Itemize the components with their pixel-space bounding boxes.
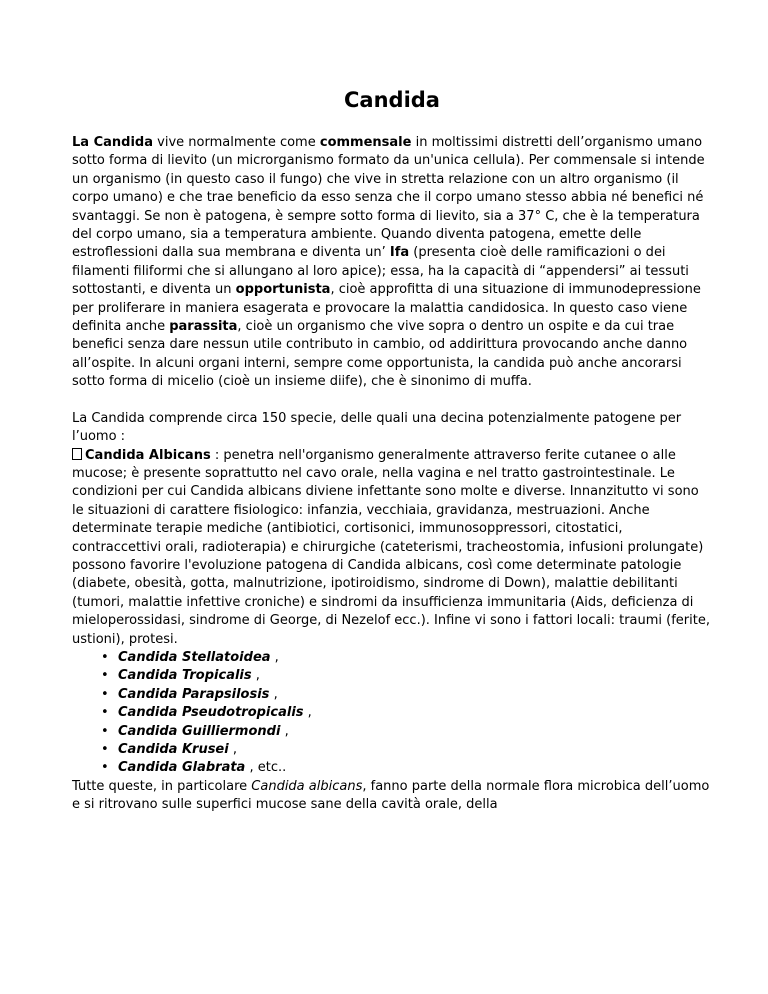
species-genus: Candida [118, 686, 178, 702]
species-name: Guilliermondi [181, 723, 281, 739]
species-name: Pseudotropicalis [181, 705, 304, 721]
species-genus: Candida [118, 723, 178, 739]
bullet-icon: • [101, 760, 109, 776]
species-name: Parapsilosis [181, 686, 270, 702]
term-parassita: parassita [169, 319, 238, 335]
species-genus: Candida [118, 649, 178, 665]
list-item [101, 723, 712, 741]
text-run: (presenta cioè delle ramificazioni o dei filamenti filiformi che si allungano al loro apice); essa, ha la capacità di “appendersi” ai tessuti sottostanti, e diventa un [72, 245, 689, 298]
list-item [101, 704, 712, 722]
paragraph-gap [72, 392, 712, 410]
bullet-icon: • [101, 723, 109, 739]
term-candida-albicans-italic: Candida albicans [251, 778, 363, 794]
bullet-icon: • [101, 705, 109, 721]
paragraph-species-intro: La Candida comprende circa 150 specie, delle quali una decina potenzialmente patogene per l’uomo : [72, 410, 682, 445]
page-title: Candida [344, 88, 440, 112]
species-list [72, 649, 712, 778]
species-genus: Candida [118, 742, 178, 757]
species-genus: Candida [118, 705, 178, 721]
text-run: : penetra nell'organismo generalmente attraverso ferite cutanee o alle mucose; è presente soprattutto nel cavo orale, nella vagina e nel tratto gastrointestinale. Le condizioni per cui Candida albicans diviene infettante sono molte e diverse. Innanzitutto vi sono le situazioni di carattere fisiologico: infanzia, vecchiaia, gravidanza, mestruazioni. Anche determinate terapie mediche (antibiotici, cortisonici, immunosoppressori, citostatici, contraccettivi orali, radioterapia) e chirurgiche (cateterismi, tracheostomia, infusioni prolungate) possono favorire l'evoluzione patogena di Candida albicans, così come determinate patologie (diabete, obesità, gotta, malnutrizione, ipotiroidismo, sindrome di Down), malattie debilitanti (tumori, malattie infettive croniche) e sindromi da insufficienza immunitaria (Aids, deficienza di mieloperossidasi, sindrome di George, di Nezelof ecc.). Infine vi sono i fattori locali: traumi (ferite, ustioni), protesi. [72, 447, 710, 647]
text-run: Tutte queste, in particolare [72, 778, 252, 794]
list-item [101, 667, 712, 685]
text-run: , fanno parte della normale flora microbica dell’uomo e si ritrovano sulle superfici mucose sane della cavità orale, della [72, 778, 710, 813]
term-candida-albicans: Candida Albicans [85, 447, 211, 463]
text-run: , cioè approfitta di una situazione di immunodepressione per proliferare in maniera esagerata e provocare la malattia candidosica. In questo caso viene definita anche [72, 282, 701, 335]
text-run: in moltissimi distretti dell’organismo umano sotto forma di lievito (un microrganismo formato da un'unica cellula). Per commensale si intende un organismo (in questo caso il fungo) che vive in stretta relazione con un altro organismo (il corpo umano) e che trae beneficio da esso senza che il corpo umano stesso abbia né benefici né svantaggi. Se non è patogena, è sempre sotto forma di lievito, sia a 37° C, che è la temperatura del corpo umano, sia a temperatura ambiente. Quando diventa patogena, emette delle estroflessioni dalla sua membrana e diventa un’ [72, 135, 705, 261]
text-run: La [72, 135, 94, 150]
document-page [72, 86, 712, 815]
list-item [101, 649, 712, 667]
paragraph-albicans [72, 447, 712, 649]
species-suffix: , [228, 742, 237, 757]
term-ifa: Ifa [389, 245, 410, 261]
species-name: Glabrata [181, 760, 246, 776]
species-name: Tropicalis [181, 668, 252, 684]
term-candida: Candida [93, 135, 154, 150]
species-suffix: , [303, 705, 312, 721]
species-name: Krusei [181, 742, 229, 757]
text-run: vive normalmente come [153, 135, 320, 150]
species-name: Stellatoidea [181, 649, 271, 665]
species-genus: Candida [118, 668, 178, 684]
term-commensale: commensale [319, 135, 412, 150]
list-item [101, 759, 712, 777]
species-suffix: , [270, 649, 279, 665]
species-suffix: , etc.. [245, 760, 287, 776]
species-suffix: , [269, 686, 278, 702]
paragraph-intro [72, 134, 712, 392]
bullet-icon: • [101, 742, 109, 757]
bullet-icon: • [101, 649, 109, 665]
species-suffix: , [251, 668, 260, 684]
species-genus: Candida [118, 760, 178, 776]
species-suffix: , [280, 723, 289, 739]
list-item [101, 686, 712, 704]
bullet-icon: • [101, 668, 109, 684]
list-item [101, 741, 712, 759]
paragraph-flora [72, 778, 712, 815]
bullet-icon: • [101, 686, 109, 702]
term-opportunista: opportunista [235, 282, 331, 298]
text-run: , cioè un organismo che vive sopra o dentro un ospite e da cui trae benefici senza dare nessun utile contributo in cambio, od addirittura provocando anche danno all’ospite. In alcuni organi interni, sempre come opportunista, la candida può anche ancorarsi sotto forma di micelio (cioè un insieme diife), che è sinonimo di muffa. [72, 319, 688, 390]
checkbox-square-icon [72, 448, 82, 460]
